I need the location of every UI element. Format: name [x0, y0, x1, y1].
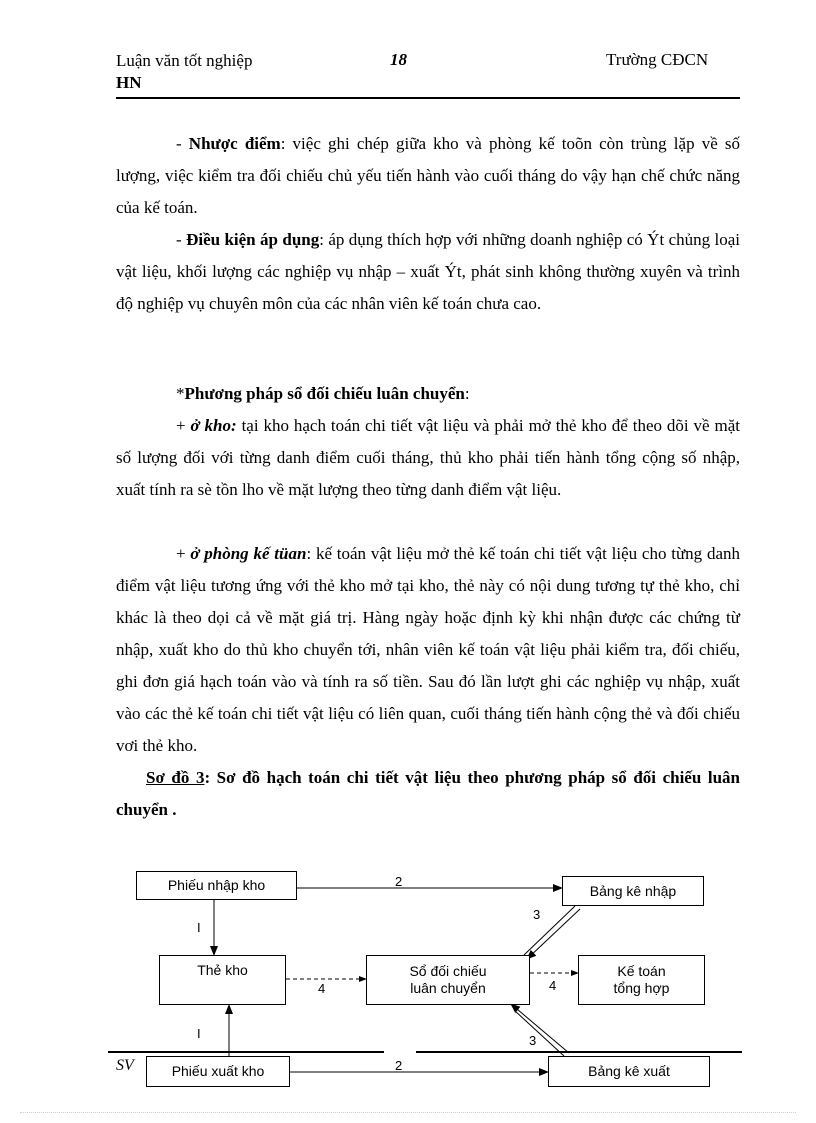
box-ke-toan-tong-hop: Kế toán tổng hợp	[578, 955, 705, 1005]
label-flow-4-right: 4	[549, 978, 557, 993]
thesis-label-cont: HN	[116, 73, 142, 92]
label-flow-3-top: 3	[533, 907, 541, 922]
term-disadvantages: Nhược điểm	[188, 134, 281, 153]
box-phieu-nhap-kho: Phiếu nhập kho	[136, 871, 297, 900]
header-divider	[116, 97, 740, 99]
arrow-list-export-to-ledger-b	[511, 1004, 569, 1053]
label-flow-4-left: 4	[318, 981, 326, 996]
box-bang-ke-xuat: Bảng kê xuất	[548, 1056, 710, 1087]
thesis-label: Luận văn tốt nghiệp	[116, 51, 253, 70]
label-flow-2-top: 2	[395, 874, 403, 889]
paragraph-at-accounting: + ở phòng kế tüan: kế toán vật liệu mở thẻ kế toán chi tiết vật liệu cho từng danh điểm vật liệu tương ứng với thẻ kho mở tại kho, thẻ này có nội dung tương tự thẻ kho, chỉ khác là theo dọi cả về mặt giá trị. Hàng ngày hoặc định kỳ khi nhận được các chứng từ nhập, xuất kho do thủ kho chuyển tới, nhân viên kế toán vật liệu phải kiểm tra, đối chiếu, ghi đơn giá hạch toán vào và tính ra số tiền. Sau đó lần lượt ghi các nghiệp vụ nhập, xuất vào các thẻ kế toán chi tiết vật liệu có liên quan, cuối tháng tiến hành cộng thẻ và đối chiếu vơi thẻ kho.	[116, 544, 740, 755]
term-at-accounting: ở phòng kế tüan	[190, 544, 307, 563]
arrow-list-import-to-ledger-a	[524, 906, 575, 955]
paragraph-conditions: - Điều kiện áp dụng: áp dụng thích hợp với những doanh nghiệp có Ýt chủng loại vật liệu, khối lượng các nghiệp vụ nhập – xuất Ýt, phát sinh không thường xuyên và trình độ nghiệp vụ chuyên môn của các nhân viên kế toán chưa cao.	[116, 230, 740, 313]
school-name: Trường CĐCN	[606, 50, 709, 69]
label-flow-1-top: I	[197, 920, 201, 935]
page-number: 18	[390, 50, 407, 69]
term-conditions: Điều kiện áp dụng	[186, 230, 320, 249]
method-heading: *Phương pháp sổ đối chiếu luân chuyển:	[176, 384, 470, 403]
paragraph-disadvantages: - Nhược điểm: việc ghi chép giữa kho và phòng kế toõn còn trùng lặp về số lượng, việc kiểm tra đối chiếu chủ yếu tiến hành vào cuối tháng do vậy hạn chế chức năng của kế toán.	[116, 134, 740, 217]
label-flow-1-bottom: I	[197, 1026, 201, 1041]
label-flow-3-bottom: 3	[529, 1033, 537, 1048]
label-flow-2-bottom: 2	[395, 1058, 403, 1073]
page-bottom-dots	[20, 1112, 796, 1113]
footer-student: SV	[116, 1057, 134, 1074]
box-bang-ke-nhap: Bảng kê nhập	[562, 876, 704, 906]
box-the-kho: Thẻ kho	[159, 955, 286, 1005]
term-at-warehouse: ở kho:	[190, 416, 237, 435]
header-left	[116, 50, 252, 94]
figure-caption: Sơ đồ 3: Sơ đồ hạch toán chi tiết vật liệu theo phương pháp sổ đối chiếu luân chuyển .	[116, 768, 740, 819]
arrow-list-export-to-ledger-a	[514, 1010, 564, 1056]
flow-diagram	[0, 860, 816, 1123]
box-phieu-xuat-kho: Phiếu xuất kho	[146, 1056, 290, 1087]
figure-number: Sơ đồ 3	[146, 768, 205, 787]
paragraph-at-warehouse: + ở kho: tại kho hạch toán chi tiết vật liệu và phải mở thẻ kho để theo dõi về mặt số lượng đối với từng danh điểm cuối tháng, thủ kho phải tiến hành tổng cộng số nhập, xuất tính ra sè tồn lho về mặt lượng theo từng danh điểm vật liệu.	[116, 416, 740, 499]
box-so-doi-chieu: Sổ đối chiếu luân chuyển	[366, 955, 530, 1005]
